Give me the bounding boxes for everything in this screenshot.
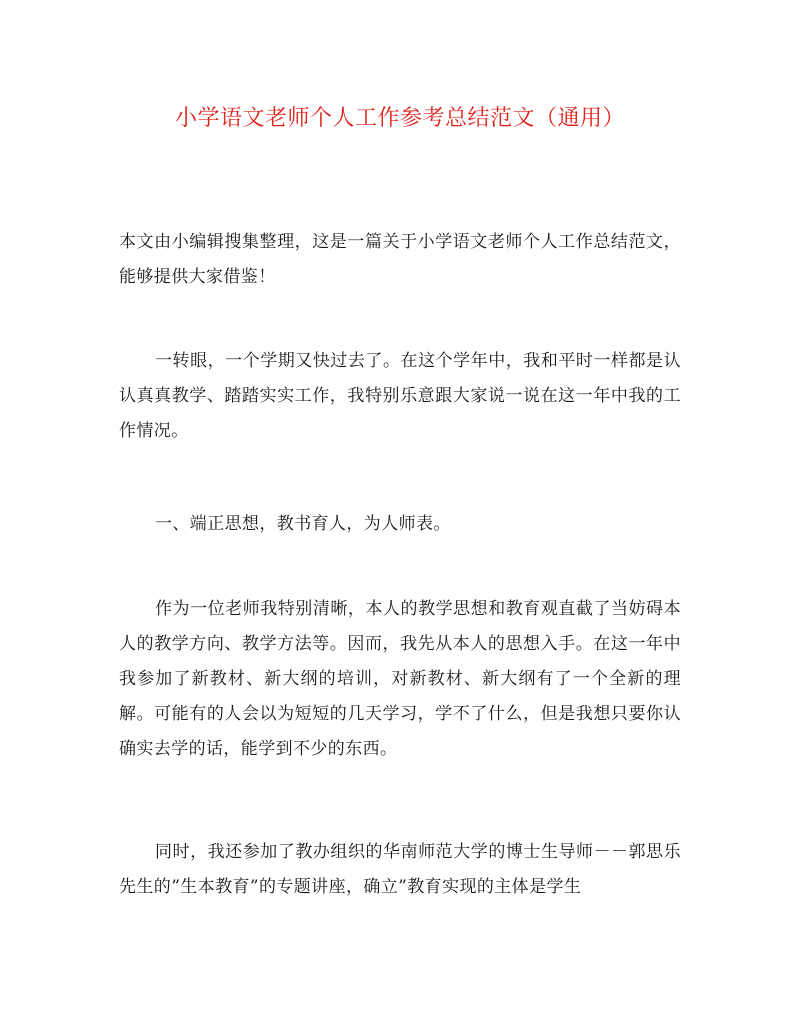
document-title: 小学语文老师个人工作参考总结范文（通用）: [174, 106, 625, 131]
section-heading: 一、端正思想，教书育人，为人师表。: [155, 514, 451, 534]
body-paragraph-2: 作为一位老师我特别清晰，本人的教学思想和教育观直截了当妨碍本人的教学方向、教学方法等。因而，我先从本人的思想入手。在这一年中我参加了新教材、新大纲的培训，对新教材、新大纲有了一个全新的理解。可能有的人会以为短短的几天学习，学不了什么，但是我想只要你认确实去学的话，能学到不少的东西。: [119, 599, 681, 759]
body-paragraph-1: 一转眼，一个学期又快过去了。在这个学年中，我和平时一样都是认认真真教学、踏踏实实工作，我特别乐意跟大家说一说在这一年中我的工作情况。: [119, 351, 681, 441]
intro-paragraph: 本文由小编辑搜集整理，这是一篇关于小学语文老师个人工作总结范文，能够提供大家借鉴！: [119, 232, 681, 287]
body-paragraph-3: 同时，我还参加了教办组织的华南师范大学的博士生导师－－郭思乐先生的”生本教育”的专题讲座，确立”教育实现的主体是学生: [119, 842, 681, 897]
